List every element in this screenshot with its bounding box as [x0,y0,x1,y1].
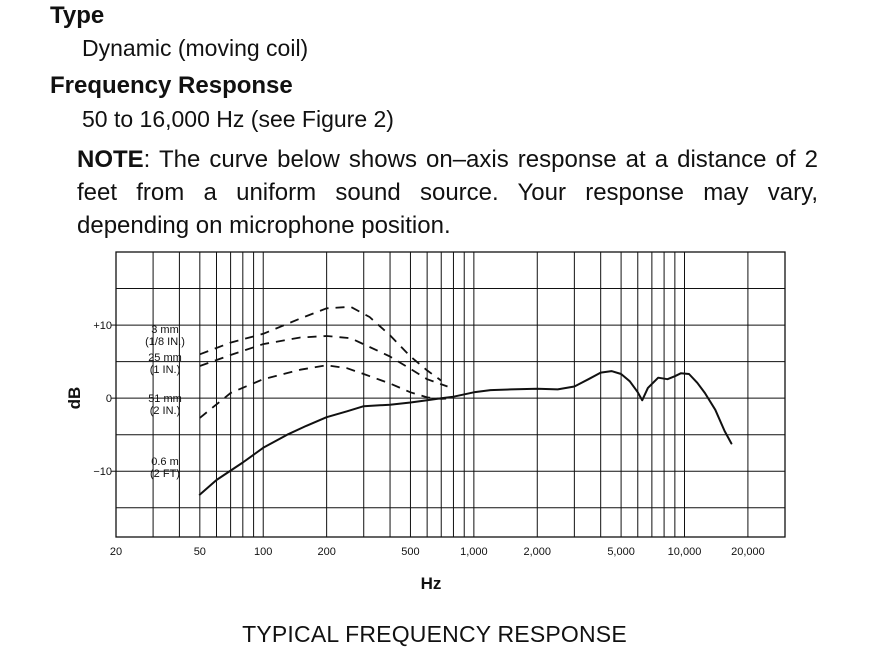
curve-annotations [145,324,185,480]
x-tick-label: 20,000 [731,546,765,558]
x-tick-label: 100 [254,546,273,558]
note-label: NOTE [77,146,144,173]
chart-caption: TYPICAL FREQUENCY RESPONSE [242,621,627,647]
y-axis-label: dB [65,386,84,410]
y-tick-label: −10 [93,466,112,479]
curve-annotation [150,456,180,480]
type-value: Dynamic (moving coil) [82,35,309,61]
type-heading: Type [50,2,105,29]
x-tick-label: 200 [317,546,336,558]
x-tick-label: 20 [109,546,123,558]
y-tick-label: +10 [93,320,112,333]
x-tick-label: 2,000 [523,546,552,558]
curve-annotation-line: (2 IN.) [149,405,181,417]
x-axis-label: Hz [420,574,442,593]
chart-grid [116,252,785,537]
x-tick-label: 50 [193,546,206,558]
x-tick-label: 5,000 [607,546,635,558]
y-tick-label: 0 [105,393,112,406]
x-tick-label: 500 [401,546,420,558]
frequency-response-chart [0,240,869,600]
note-paragraph [77,143,818,242]
curve-annotation-line: (1/8 IN.) [145,336,185,348]
curve-annotation-line: 0.6 m [151,456,179,468]
curve-annotation-line: (1 IN.) [149,364,181,376]
curve-annotation-line: 25 mm [148,352,182,364]
curve-annotation-line: 51 mm [148,393,182,405]
x-tick-label: 1,000 [460,546,488,558]
note-text: : The curve below shows on–axis response at a distance of 2 feet from a uniform sound source. Your response may vary, depending on microphone position. [77,146,818,239]
curve-annotation-line: 3 mm [151,324,179,336]
x-tick-label: 10,000 [667,546,702,558]
frequency-response-value: 50 to 16,000 Hz (see Figure 2) [82,106,394,132]
curve-annotation [148,393,182,417]
curve-annotation [145,324,185,348]
series-line [200,307,441,381]
curve-annotation-line: (2 FT) [150,468,180,480]
frequency-response-heading: Frequency Response [50,72,293,99]
curve-annotation [148,352,182,376]
